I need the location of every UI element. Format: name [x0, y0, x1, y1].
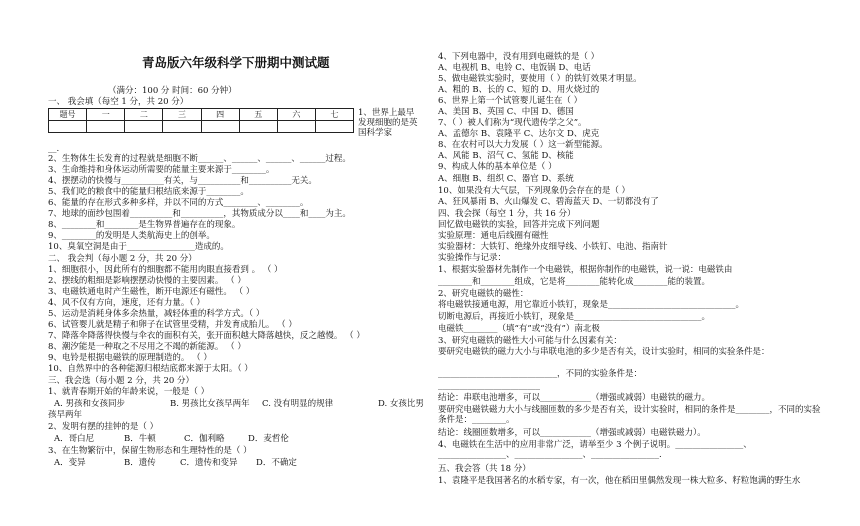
conclusion: 结论：串联电池增多，可以____________（增强或减弱）电磁铁的磁力。	[438, 393, 711, 403]
score-blank[interactable]	[239, 121, 277, 133]
select-question: 5、做电磁铁实验时，要使用（ ）的铁钉效果才明显。	[438, 74, 642, 84]
page-title: 青岛版六年级科学下册期中测试题	[142, 55, 330, 70]
option-row: A、电视机 B、电铃 C、电饭锅 D、电话	[438, 63, 591, 73]
select-question: 7、（ ）被人们称为“现代遗传学之父”。	[438, 118, 587, 128]
option-d: D. 女孩比男	[378, 399, 424, 409]
select-question: 4、下列电器中，没有用到电磁铁的是（ ）	[438, 52, 600, 62]
fill-question: 5、我们吃的粮食中的能量归根结底来源于________。	[48, 187, 249, 197]
explore-question: ________和________组成，它是将________能转化成________能的装置。	[438, 277, 711, 287]
fill-question: 7、地球的面纱包围着__________和__________，其物质成分以____和____为主。	[48, 209, 351, 219]
exam-meta: （满分：100 分 时间：60 分钟）	[108, 86, 237, 96]
score-cell: 五	[239, 109, 277, 121]
answer-blank: ________________________	[438, 381, 540, 391]
conclusion: 结论：线圈匝数增多，可以____________（增强或减弱）电磁铁磁力）。	[438, 428, 706, 438]
explore-question: 1、根据实验器材先制作一个电磁铁，根据你制作的电磁铁，说一说：电磁铁由	[438, 265, 733, 275]
score-cell: 题号	[49, 109, 87, 121]
select-question: 8、在农村可以大力发展（ ）这一新型能源。	[438, 140, 608, 150]
option-a: A．变异	[54, 458, 86, 468]
select-question-3: 3、在生物繁衍中，保留生物形态和生理特性的是（ ）	[48, 446, 252, 456]
explore-question: 要研究电磁铁磁力大小与线圈匝数的多少是否有关，设计实验时，相同的条件是________，不同的实验条件是：________。	[438, 405, 821, 425]
option-b: B．牛顿	[124, 434, 156, 444]
option-b: B. 男孩比女孩早两年	[170, 399, 250, 409]
explore-question: 将电磁铁接通电源，用它靠近小铁钉，现象是______________________________。	[438, 300, 745, 310]
judge-question: 8、潮汐能是一种取之不尽用之不竭的新能源。 （ ）	[48, 342, 246, 352]
option-row: A、美国 B、英国 C、中国 D、德国	[438, 107, 574, 117]
fill-question: 9、________的发明是人类航海史上的创举。	[48, 231, 215, 241]
fill-question: 10、臭氧空洞是由于________________造成的。	[48, 242, 229, 252]
select-question-1: 1、就青春期开始的年龄来说，一般是（ ）	[48, 387, 210, 397]
judge-question: 10、自然界中的各种能源归根结底都来源于太阳。（ ）	[48, 364, 253, 374]
explore-question: 2、研究电磁铁的磁性：	[438, 289, 529, 299]
section-3-heading: 三、我会选（每小题 2 分，共 20 分）	[48, 376, 195, 386]
score-cell: 四	[201, 109, 239, 121]
select-question-2: 2、发明有摆的挂钟的是（ ）	[48, 422, 159, 432]
explore-question: 切断电源后，再接近小铁钉，现象是______________________________。	[438, 312, 711, 322]
option-c: C. 没有明显的规律	[262, 399, 334, 409]
fill-question: 8、________和________是生物界普遍存在的现象。	[48, 220, 241, 230]
explore-question: 3、研究电磁铁的磁性大小可能与什么因素有关：	[438, 336, 622, 346]
judge-question: 7、降落伞降落得快慢与伞衣的面积有关，张开面积越大降落越快，反之越慢。 （ ）	[48, 331, 365, 341]
judge-question: 3、电磁铁通电时产生磁性，断开电源还有磁性。 （ ）	[48, 287, 255, 297]
judge-question: 2、摆线的粗细是影响摆摆动快慢的主要因素。 （ ）	[48, 276, 246, 286]
option-a: A．哥白尼	[54, 434, 95, 444]
score-blank[interactable]	[163, 121, 201, 133]
fill-question: 3、生命维持和身体运动所需要的能量主要来源于________。	[48, 165, 275, 175]
select-question-1-tail: 孩早两年	[48, 410, 83, 420]
option-d: D．麦哲伦	[248, 434, 289, 444]
explore-question: 电磁铁________（填“有”或“没有”）南北极	[438, 324, 600, 334]
option-b: B．遗传	[124, 458, 156, 468]
option-a: A. 男孩和女孩同步	[54, 399, 126, 409]
option-d: D．不确定	[256, 458, 297, 468]
score-table-header-row	[49, 109, 354, 121]
score-table-blank-row	[49, 121, 354, 133]
experiment-materials: 实验器材：大铁钉、绝缘外皮细导线、小铁钉、电池、指南针	[438, 242, 668, 252]
experiment-record: 实验操作与记录：	[438, 253, 507, 263]
score-cell: 七	[315, 109, 353, 121]
select-question: 9、构成人体的基本单位是（ ）	[438, 162, 557, 172]
option-row: A、细胞 B、组织 C、器官 D、系统	[438, 174, 574, 184]
score-blank[interactable]	[87, 121, 125, 133]
option-row: A、孟德尔 B、袁隆平 C、达尔文 D、虎克	[438, 129, 600, 139]
score-table	[48, 108, 354, 133]
score-blank[interactable]	[315, 121, 353, 133]
score-cell: 二	[125, 109, 163, 121]
section-2-heading: 二、 我会判（每小题 2 分，共 20 分）	[48, 254, 197, 264]
fill-question: 2、生物体生长发育的过程就是细胞不断______、______、______、______过程。	[48, 154, 351, 164]
explore-question: 4、电磁铁在生活中的应用非常广泛，请举至少 3 个例子说明。________________、________________、________________、________________.	[438, 440, 752, 460]
score-blank[interactable]	[49, 121, 87, 133]
option-row: A、粗的 B、长的 C、短的 D、用火烧过的	[438, 85, 600, 95]
judge-question: 4、风不仅有方向，速度，还有力量。（ ）	[48, 298, 205, 308]
option-row: A、风能 B、沼气 C、氢能 D、核能	[438, 151, 574, 161]
score-blank[interactable]	[277, 121, 315, 133]
judge-question: 9、电铃是根据电磁铁的原理制造的。 （ ）	[48, 353, 212, 363]
option-row: A、狂风暴雨 B、火山爆发 C、碧海蓝天 D、一切都没有了	[438, 197, 659, 207]
score-cell: 六	[277, 109, 315, 121]
section-1-heading: 一、 我会填（每空 1 分，共 20 分）	[48, 97, 189, 107]
judge-question: 5、运动是消耗身体多余热量，减轻体重的科学方式。（ ）	[48, 309, 265, 319]
instruction: 回忆做电磁铁的实验，回答并完成下列问题	[438, 220, 600, 230]
explore-question: 要研究电磁铁的磁力大小与串联电池的多少是否有关，设计实验时，相同的实验条件是：	[438, 347, 770, 357]
score-cell: 三	[163, 109, 201, 121]
fill-question: 4、摆摆动的快慢与__________有关，与__________和__________无关。	[48, 176, 317, 186]
fill-question: 6、能量的存在形式多种多样，并以不同的方式________、________。	[48, 198, 309, 208]
question-1-tail: __.	[48, 144, 60, 154]
answer-blank: ____________________________，不同的实验条件是：	[438, 369, 643, 379]
score-cell: 一	[87, 109, 125, 121]
answer-question: 1、袁隆平是我国著名的水稻专家，有一次，他在稻田里偶然发现一株大粒多、籽粒饱满的野生水	[438, 476, 801, 486]
section-4-heading: 四、我会探（每空 1 分，共 16 分）	[438, 209, 576, 219]
question-1-side: 1、世界上最早发现细胞的是英国科学家	[358, 108, 418, 138]
select-question: 6、世界上第一个试管婴儿诞生在（ ）	[438, 96, 583, 106]
judge-question: 1、细胞很小，因此所有的细胞都不能用肉眼直接看到 。 （ ）	[48, 265, 283, 275]
section-5-heading: 五、我会答（共 18 分）	[438, 464, 531, 474]
select-question: 10、如果没有大气层，下列现象仍会存在的是（ ）	[438, 186, 631, 196]
judge-question: 6、试管婴儿就是精子和卵子在试管里受精，并发育成胎儿。 （ ）	[48, 320, 297, 330]
option-c: C．遗传和变异	[180, 458, 238, 468]
experiment-principle: 实验原理：通电后线圈有磁性	[438, 231, 549, 241]
score-blank[interactable]	[125, 121, 163, 133]
option-c: C．伽利略	[184, 434, 225, 444]
score-blank[interactable]	[201, 121, 239, 133]
